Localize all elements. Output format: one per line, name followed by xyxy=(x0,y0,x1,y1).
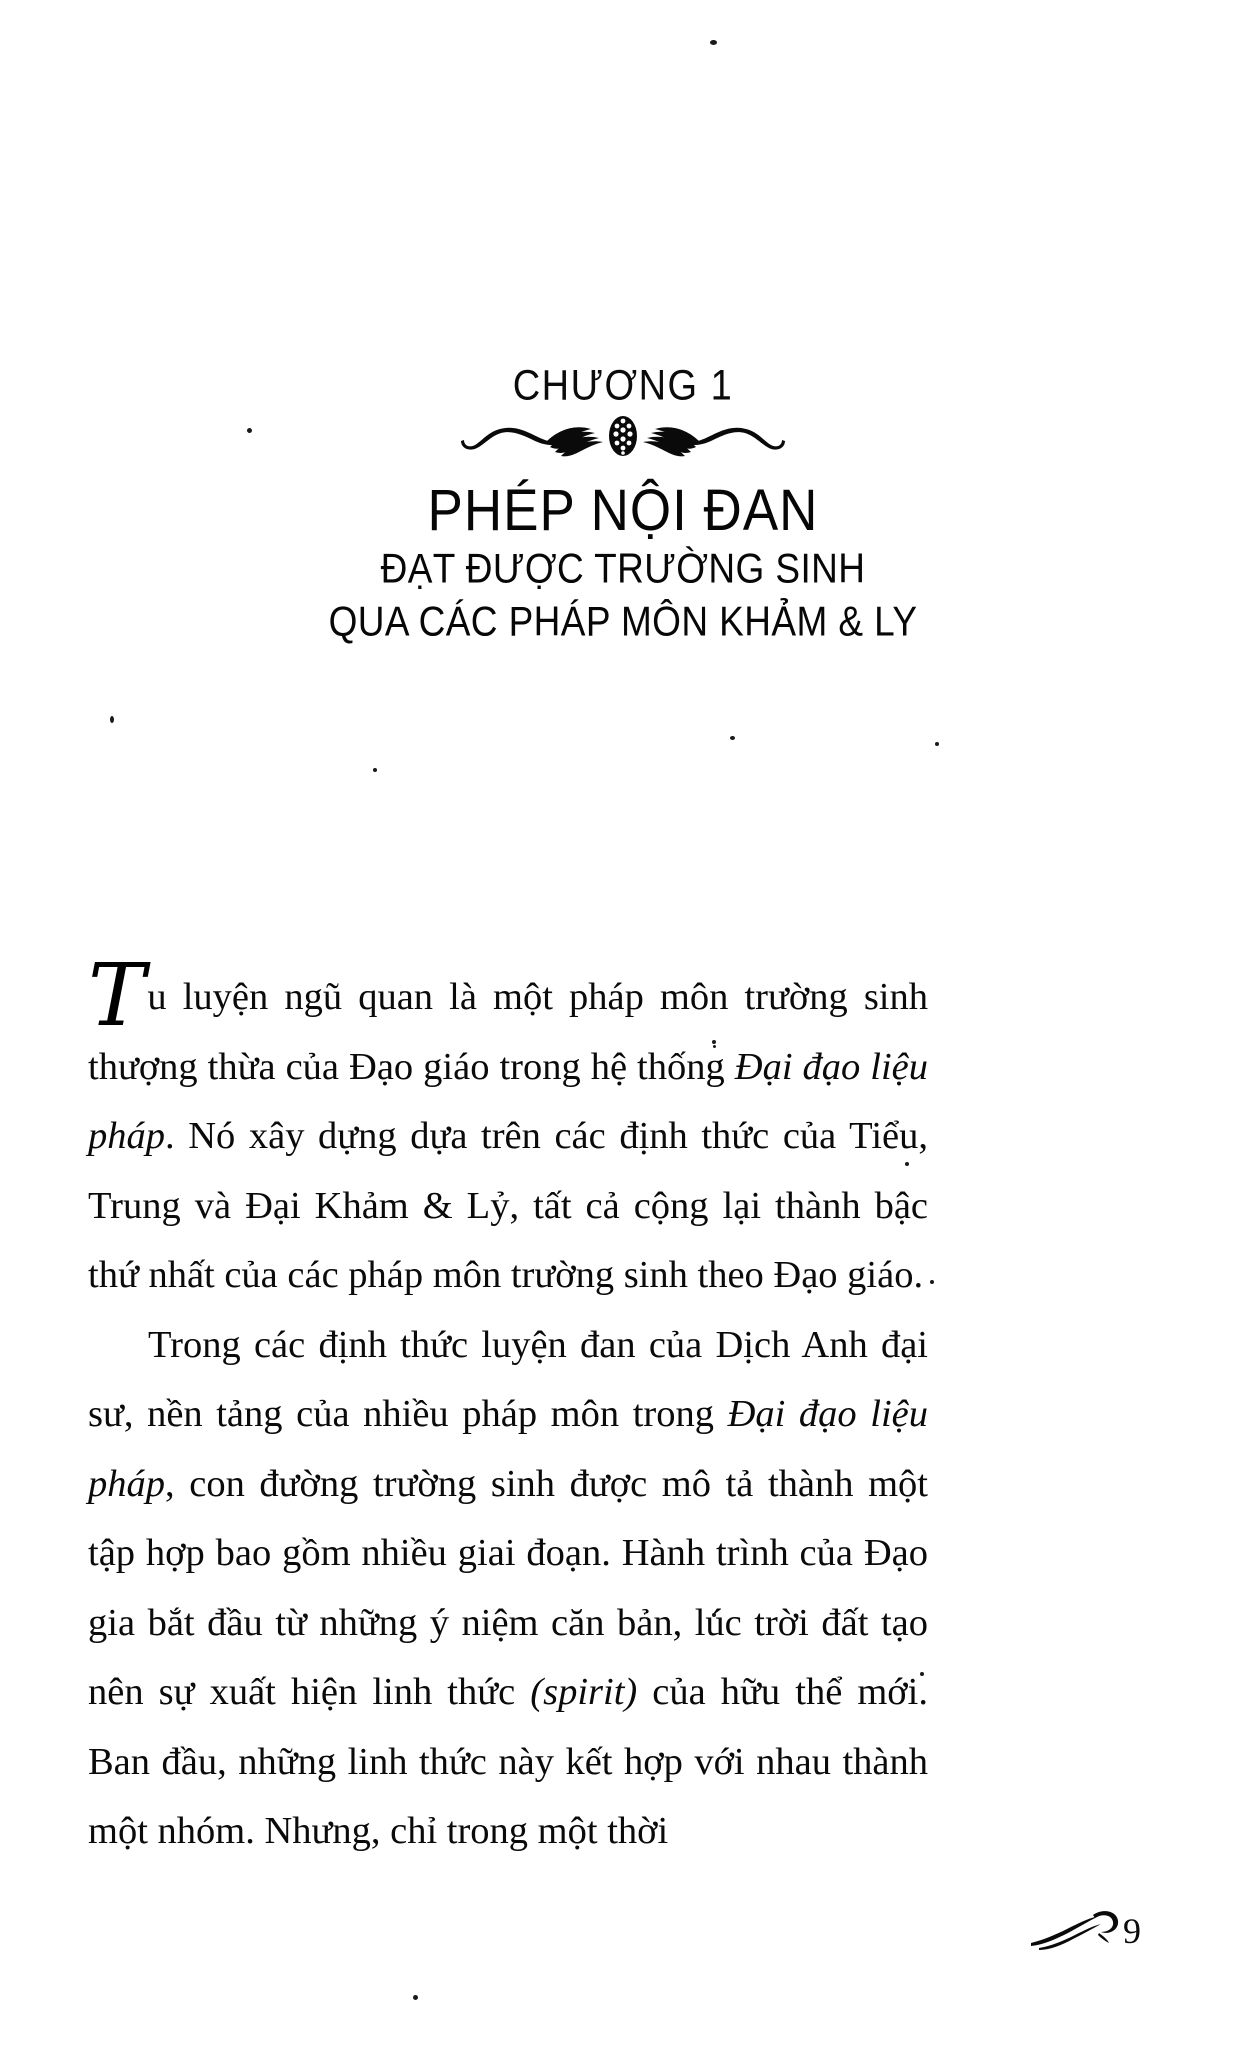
paragraph-2-italic-2: (spirit) xyxy=(530,1671,638,1713)
page-subtitle xyxy=(0,542,1246,647)
body-text xyxy=(88,946,929,1867)
page-subtitle-line-1: ĐẠT ĐƯỢC TRƯỜNG SINH xyxy=(380,545,866,592)
scan-speck xyxy=(935,742,939,746)
scan-speck xyxy=(710,40,717,45)
scan-speck xyxy=(730,736,735,740)
scan-speck xyxy=(373,768,377,772)
paragraph-2-segment-2: , con đường trường sinh được mô tả thành một tập hợp bao gồm nhiều giai đoạn. Hành trình của Đạo gia bắt đầu từ những ý niệm căn bản, lúc trời đất tạo nên sự xuất hiện linh thức xyxy=(88,1462,928,1713)
page-footer xyxy=(1029,1909,1141,1953)
paragraph-1-italic-1: Đại đạo liệu pháp xyxy=(88,1045,929,1157)
paragraph-2 xyxy=(88,1311,928,1867)
paragraph-1-segment-1: u luyện ngũ quan là một pháp môn trường sinh thượng thừa của Đạo giáo trong hệ thống xyxy=(88,976,928,1088)
scan-speck xyxy=(246,427,252,433)
paragraph-1 xyxy=(88,946,929,1311)
page-subtitle-line-2: QUA CÁC PHÁP MÔN KHẢM & LY xyxy=(328,598,918,645)
floral-divider-icon xyxy=(458,412,788,458)
scan-speck xyxy=(413,1995,418,2000)
chapter-label: CHƯƠNG 1 xyxy=(512,362,734,410)
page-title: PHÉP NỘI ĐAN xyxy=(427,478,819,543)
page-number: 9 xyxy=(1123,1911,1141,1951)
scan-speck xyxy=(930,1280,934,1284)
paragraph-1-segment-2: . Nó xây dựng dựa trên các định thức của Tiểu, Trung và Đại Khảm & Lỷ, tất cả cộng lại thành bậc thứ nhất của các pháp môn trường sinh theo Đạo giáo. xyxy=(88,1115,928,1296)
paragraph-2-italic-1: Đại đạo liệu pháp xyxy=(88,1393,928,1505)
paragraph-2-segment-1: Trong các định thức luyện đan của Dịch Anh đại sư, nền tảng của nhiều pháp môn trong xyxy=(88,1323,928,1435)
drop-cap: T xyxy=(88,946,146,1046)
swash-flourish-icon xyxy=(1029,1909,1121,1953)
scan-speck xyxy=(110,716,114,723)
paragraph-2-segment-3: của hữu thể mới. Ban đầu, những linh thức này kết hợp với nhau thành một nhóm. Nhưng, chỉ trong một thời xyxy=(88,1671,928,1852)
